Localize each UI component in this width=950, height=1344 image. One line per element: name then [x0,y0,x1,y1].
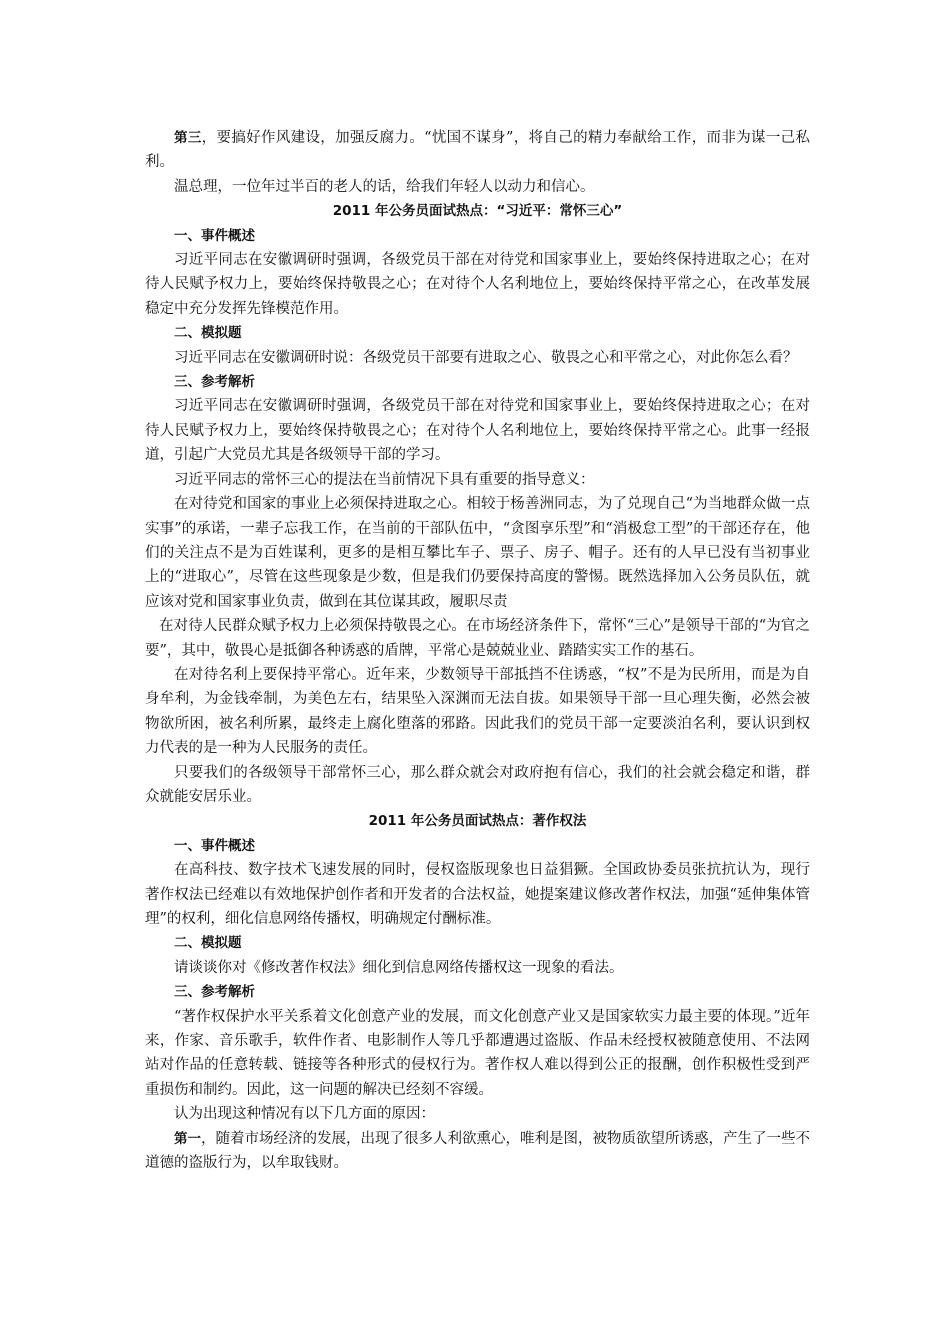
section1-overview: 习近平同志在安徽调研时强调，各级党员干部在对待党和国家事业上，要始终保持进取之心；在对待人民赋予权力上，要始终保持敬畏之心；在对待个人名利地位上，要始终保持平常之心，在改革发展稳定中充分发挥先锋模范作用。 [145,252,810,317]
section1-analysis-p6: 只要我们的各级领导干部常怀三心，那么群众就会对政府抱有信心，我们的社会就会稳定和谐，群众就能安居乐业。 [145,764,810,805]
section2-analysis-p2: 认为出现这种情况有以下几方面的原因： [174,1106,435,1123]
section2-heading-question: 二、模拟题 [174,935,242,952]
section2-heading-overview: 一、事件概述 [174,837,255,854]
intro-third-paragraph [145,126,810,175]
section1-analysis-p2: 习近平同志的常怀三心的提法在当前情况下具有重要的指导意义： [174,471,595,488]
section1-question: 习近平同志在安徽调研时说：各级党员干部要有进取之心、敬畏之心和平常之心，对此你怎么看？ [174,349,798,366]
first-text: ，随着市场经济的发展，出现了很多人利欲熏心，唯利是图，被物质欲望所诱惑，产生了一些不道德的盗版行为，以牟取钱财。 [145,1130,810,1172]
section1-heading-overview: 一、事件概述 [174,227,255,244]
section2-first-paragraph [145,1127,810,1176]
document-page [145,126,810,1175]
third-text: ，要搞好作风建设，加强反腐力。“忧国不谋身”，将自己的精力奉献给工作，而非为谋一己私利。 [145,130,811,171]
section1-title: 2011 年公务员面试热点：“习近平：常怀三心” [332,203,623,220]
section1-heading-question: 二、模拟题 [174,325,242,342]
section2-title: 2011 年公务员面试热点：著作权法 [368,813,587,830]
section2-question: 请谈谈你对《修改著作权法》细化到信息网络传播权这一现象的看法。 [174,959,624,976]
section1-analysis-p4: 在对待人民群众赋予权力上必须保持敬畏之心。在市场经济条件下，常怀“三心”是领导干部的“为官之要”，其中，敬畏心是抵御各种诱惑的盾牌，平常心是兢兢业业、踏踏实实工作的基石。 [145,618,810,659]
section2-heading-analysis: 三、参考解析 [174,984,255,1001]
section2-analysis-p1: “著作权保护水平关系着文化创意产业的发展，而文化创意产业又是国家软实力最主要的体现。”近年来，作家、音乐歌手，软件作者、电影制作人等几乎都遭遇过盗版、作品未经授权被随意使用、不法网站对作品的任意转载、链接等各种形式的侵权行为。著作权人难以得到公正的报酬，创作积极性受到严重损伤和制约。因此，这一问题的解决已经刻不容缓。 [145,1008,810,1098]
section1-analysis-p1: 习近平同志在安徽调研时强调，各级党员干部在对待党和国家事业上，要始终保持进取之心；在对待人民赋予权力上，要始终保持敬畏之心；在对待个人名利地位上，要始终保持平常之心。此事一经报道，引起广大党员尤其是各级领导干部的学习。 [145,398,810,464]
section1-analysis-p5: 在对待名利上要保持平常心。近年来，少数领导干部抵挡不住诱惑，“权”不是为民所用，而是为自身牟利，为金钱牵制，为美色左右，结果坠入深渊而无法自拔。如果领导干部一旦心理失衡，必然会被物欲所困，被名利所累，最终走上腐化堕落的邪路。因此我们的党员干部一定要淡泊名利，要认识到权力代表的是一种为人民服务的责任。 [145,666,810,757]
section1-heading-analysis: 三、参考解析 [174,374,255,391]
first-lead: 第一 [174,1130,201,1147]
section2-overview: 在高科技、数字技术飞速发展的同时，侵权盗版现象也日益猖獗。全国政协委员张抗抗认为，现行著作权法已经难以有效地保护创作者和开发者的合法权益，她提案建议修改著作权法，加强“延伸集体管理”的权利，细化信息网络传播权，明确规定付酬标准。 [145,862,810,927]
third-lead: 第三 [174,130,202,146]
section1-analysis-p3: 在对待党和国家的事业上必须保持进取之心。相较于杨善洲同志，为了兑现自己“为当地群众做一点实事”的承诺，一辈子忘我工作，在当前的干部队伍中，“贪图享乐型”和“消极怠工型”的干部还存在，他们的关注点不是为百姓谋利，更多的是相互攀比车子、票子、房子、帽子。还有的人早已没有当初事业上的“进取心”，尽管在这些现象是少数，但是我们仍要保持高度的警惕。既然选择加入公务员队伍，就应该对党和国家事业负责，做到在其位谋其政，履职尽责 [145,496,810,610]
intro-closing: 温总理，一位年过半百的老人的话，给我们年轻人以动力和信心。 [174,178,595,195]
